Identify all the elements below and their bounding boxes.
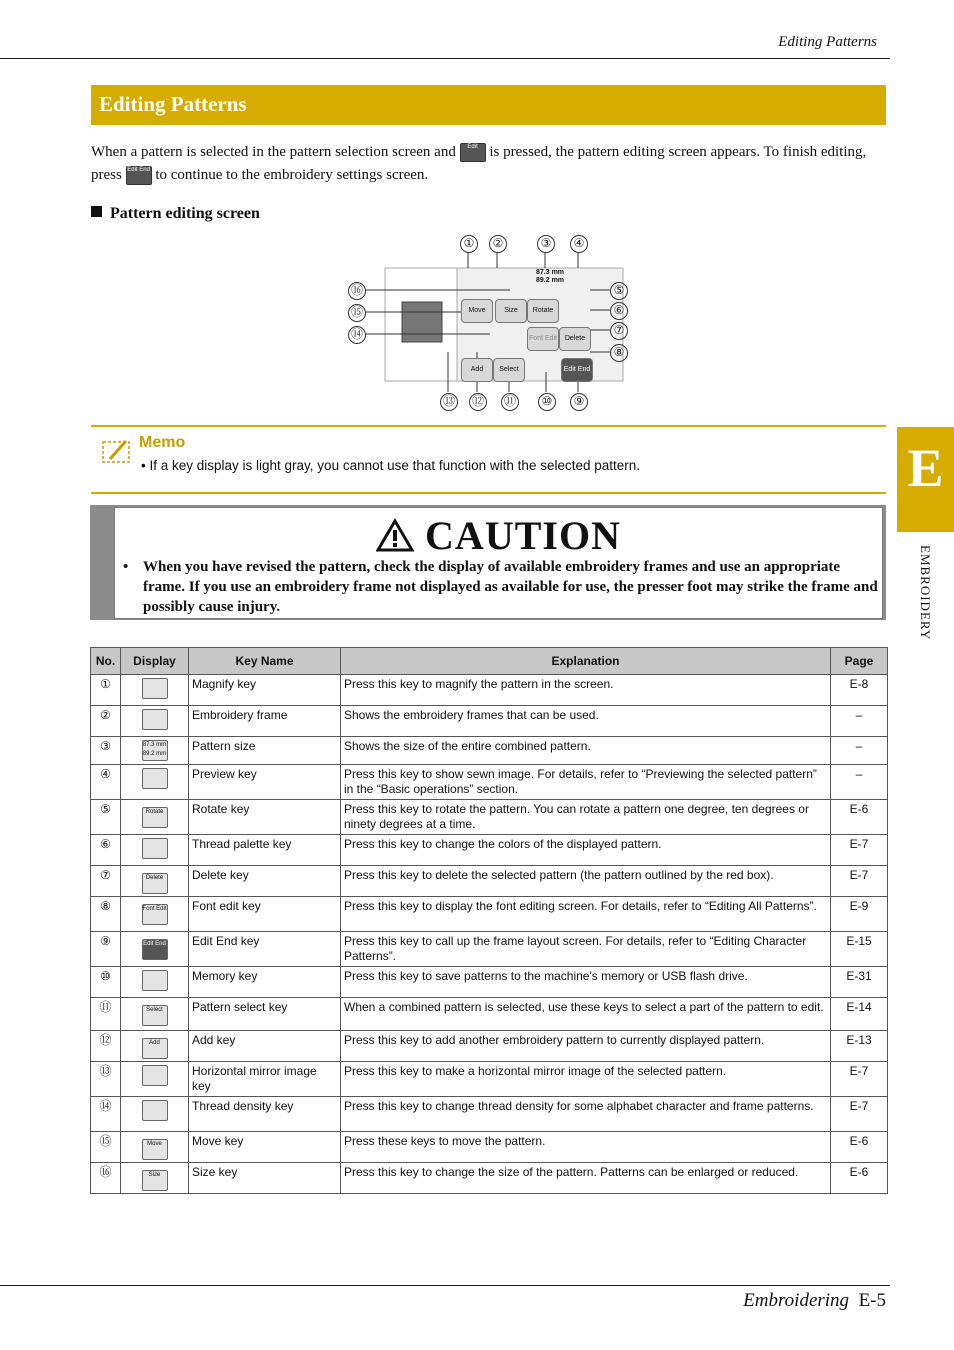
row-page: E-7 bbox=[831, 1062, 888, 1097]
row-key-name: Edit End key bbox=[189, 932, 341, 967]
row-explanation: Press this key to change the colors of the displayed pattern. bbox=[341, 835, 831, 866]
table-row bbox=[91, 737, 888, 765]
table-row bbox=[91, 800, 888, 835]
row-number: ⑧ bbox=[91, 897, 121, 932]
row-explanation: Press this key to delete the selected pattern (the pattern outlined by the red box). bbox=[341, 866, 831, 897]
row-page: E-7 bbox=[831, 835, 888, 866]
running-header: Editing Patterns bbox=[778, 34, 877, 50]
row-display bbox=[121, 998, 189, 1031]
table-row bbox=[91, 866, 888, 897]
row-display bbox=[121, 765, 189, 800]
size-width: 87.3 mm bbox=[536, 269, 565, 276]
table-row bbox=[91, 1031, 888, 1062]
memo-text: If a key display is light gray, you cannot use that function with the selected pattern. bbox=[149, 458, 641, 473]
row-key-name: Rotate key bbox=[189, 800, 341, 835]
font-edit-key: Font Edit bbox=[142, 904, 168, 925]
mirror-icon bbox=[142, 1065, 168, 1086]
warning-triangle-icon bbox=[376, 518, 414, 552]
edit-key-label: Edit bbox=[467, 144, 478, 151]
row-key-name: Add key bbox=[189, 1031, 341, 1062]
intro-text-2: is pressed, the pattern editing screen appears. To finish editing, press bbox=[91, 144, 867, 183]
memo-title: Memo bbox=[139, 434, 186, 451]
diagram-select-key: Select bbox=[493, 358, 525, 382]
edit-key-icon bbox=[460, 143, 486, 162]
frame-icon bbox=[142, 709, 168, 730]
row-key-name: Thread palette key bbox=[189, 835, 341, 866]
caution-title: CAUTION bbox=[425, 513, 621, 558]
table-body bbox=[91, 675, 888, 1194]
caution-bullet: • When you have revised the pattern, check the display of available embroidery frames and use an appropriate frame. If you use an embroidery frame not displayed as available for use, the presser foot may strike the frame and possibly cause injury. bbox=[123, 557, 883, 617]
row-display bbox=[121, 835, 189, 866]
table-row bbox=[91, 765, 888, 800]
table-row bbox=[91, 706, 888, 737]
table-row bbox=[91, 1062, 888, 1097]
row-display bbox=[121, 1163, 189, 1194]
key-table bbox=[90, 647, 888, 1194]
row-explanation: Press this key to add another embroidery pattern to currently displayed pattern. bbox=[341, 1031, 831, 1062]
row-key-name: Font edit key bbox=[189, 897, 341, 932]
row-number: ③ bbox=[91, 737, 121, 765]
edit-end-key: Edit End bbox=[142, 939, 168, 960]
preview-icon bbox=[142, 768, 168, 789]
row-page: E-7 bbox=[831, 1097, 888, 1132]
callout-4: ④ bbox=[570, 235, 588, 253]
diagram-edit-end-key: Edit End bbox=[561, 358, 593, 382]
rotate-key: Rotate bbox=[142, 807, 168, 828]
memory-icon bbox=[142, 970, 168, 991]
header-display: Display bbox=[121, 648, 189, 675]
table-row bbox=[91, 835, 888, 866]
caution-text: When you have revised the pattern, check the display of available embroidery frames and use an appropriate frame. If you use an embroidery frame not displayed as available for use, the presser foot may strike the frame and possibly cause injury. bbox=[143, 559, 878, 615]
section-title-bar bbox=[91, 85, 886, 125]
row-number: ⑩ bbox=[91, 967, 121, 998]
table-row bbox=[91, 897, 888, 932]
caution-panel bbox=[114, 507, 883, 619]
footer-rule bbox=[0, 1285, 890, 1286]
section-title: Editing Patterns bbox=[99, 92, 247, 116]
row-explanation: Press this key to magnify the pattern in the screen. bbox=[341, 675, 831, 706]
diagram-add-key: Add bbox=[461, 358, 493, 382]
row-explanation: Press this key to change thread density for some alphabet character and frame patterns. bbox=[341, 1097, 831, 1132]
row-key-name: Delete key bbox=[189, 866, 341, 897]
row-explanation: Press this key to make a horizontal mirror image of the selected pattern. bbox=[341, 1062, 831, 1097]
row-page: E-13 bbox=[831, 1031, 888, 1062]
move-key: Move bbox=[142, 1139, 168, 1160]
row-explanation: Shows the size of the entire combined pattern. bbox=[341, 737, 831, 765]
row-explanation: Press these keys to move the pattern. bbox=[341, 1132, 831, 1163]
row-key-name: Pattern select key bbox=[189, 998, 341, 1031]
row-number: ④ bbox=[91, 765, 121, 800]
row-page: – bbox=[831, 765, 888, 800]
size-readout: 87.3 mm 89.2 mm bbox=[142, 740, 168, 761]
row-number: ⑭ bbox=[91, 1097, 121, 1132]
header-rule bbox=[0, 58, 890, 59]
row-display bbox=[121, 675, 189, 706]
diagram-delete-key: Delete bbox=[559, 327, 591, 351]
callout-12: ⑫ bbox=[469, 393, 487, 411]
row-number: ② bbox=[91, 706, 121, 737]
callout-3: ③ bbox=[537, 235, 555, 253]
size-key: Size bbox=[142, 1170, 168, 1191]
table-row bbox=[91, 675, 888, 706]
footer-page-number: E-5 bbox=[858, 1290, 886, 1311]
row-page: E-8 bbox=[831, 675, 888, 706]
editing-screen-diagram bbox=[340, 232, 640, 412]
size-height: 89.2 mm bbox=[536, 277, 565, 284]
callout-6: ⑥ bbox=[610, 302, 628, 320]
row-display bbox=[121, 866, 189, 897]
subhead-pattern-editing-screen bbox=[91, 205, 260, 223]
memo-bullet: • If a key display is light gray, you cannot use that function with the selected pattern. bbox=[141, 458, 641, 473]
header-key-name: Key Name bbox=[189, 648, 341, 675]
edit-end-key-icon bbox=[126, 166, 152, 185]
row-page: E-15 bbox=[831, 932, 888, 967]
row-display bbox=[121, 737, 189, 765]
diagram-font-edit-key: Font Edit bbox=[527, 327, 559, 351]
chapter-side-tab bbox=[897, 427, 954, 532]
add-key: Add bbox=[142, 1038, 168, 1059]
row-explanation: Press this key to display the font editing screen. For details, refer to “Editing All Patterns”. bbox=[341, 897, 831, 932]
row-display bbox=[121, 897, 189, 932]
row-display bbox=[121, 1062, 189, 1097]
table-row bbox=[91, 932, 888, 967]
row-number: ⑥ bbox=[91, 835, 121, 866]
memo-pencil-icon bbox=[102, 437, 134, 465]
callout-16: ⑯ bbox=[348, 282, 366, 300]
intro-text-3: to continue to the embroidery settings screen. bbox=[155, 167, 429, 183]
row-page: – bbox=[831, 706, 888, 737]
intro-text-1: When a pattern is selected in the pattern selection screen and bbox=[91, 144, 456, 160]
callout-13: ⑬ bbox=[440, 393, 458, 411]
select-key: Select bbox=[142, 1005, 168, 1026]
row-page: E-6 bbox=[831, 800, 888, 835]
row-explanation: Press this key to rotate the pattern. You can rotate a pattern one degree, ten degrees or ninety degrees at a time. bbox=[341, 800, 831, 835]
edit-end-key-label: Edit End bbox=[127, 167, 150, 174]
table-row bbox=[91, 1132, 888, 1163]
header-no: No. bbox=[91, 648, 121, 675]
row-page: E-9 bbox=[831, 897, 888, 932]
row-number: ⑨ bbox=[91, 932, 121, 967]
row-display bbox=[121, 932, 189, 967]
table-row bbox=[91, 998, 888, 1031]
diagram-move-key: Move bbox=[461, 299, 493, 323]
row-key-name: Horizontal mirror image key bbox=[189, 1062, 341, 1097]
row-page: – bbox=[831, 737, 888, 765]
row-page: E-7 bbox=[831, 866, 888, 897]
row-page: E-6 bbox=[831, 1163, 888, 1194]
header-page: Page bbox=[831, 648, 888, 675]
callout-14: ⑭ bbox=[348, 326, 366, 344]
callout-1: ① bbox=[460, 235, 478, 253]
caution-heading bbox=[115, 512, 882, 559]
row-display bbox=[121, 967, 189, 998]
table-header-row bbox=[91, 648, 888, 675]
row-number: ⑯ bbox=[91, 1163, 121, 1194]
table-row bbox=[91, 1163, 888, 1194]
diagram-size-key: Size bbox=[495, 299, 527, 323]
row-key-name: Pattern size bbox=[189, 737, 341, 765]
row-page: E-31 bbox=[831, 967, 888, 998]
row-explanation: Shows the embroidery frames that can be used. bbox=[341, 706, 831, 737]
table-row bbox=[91, 967, 888, 998]
callout-7: ⑦ bbox=[610, 322, 628, 340]
row-page: E-14 bbox=[831, 998, 888, 1031]
delete-key: Delete bbox=[142, 873, 168, 894]
row-number: ⑫ bbox=[91, 1031, 121, 1062]
thread-density-icon bbox=[142, 1100, 168, 1121]
chapter-letter: E bbox=[907, 438, 944, 498]
row-display bbox=[121, 1031, 189, 1062]
subhead-text: Pattern editing screen bbox=[110, 205, 260, 222]
row-key-name: Memory key bbox=[189, 967, 341, 998]
row-explanation: When a combined pattern is selected, use these keys to select a part of the pattern to edit. bbox=[341, 998, 831, 1031]
footer bbox=[743, 1290, 886, 1312]
header-explanation: Explanation bbox=[341, 648, 831, 675]
callout-2: ② bbox=[489, 235, 507, 253]
callout-5: ⑤ bbox=[610, 282, 628, 300]
row-number: ⑤ bbox=[91, 800, 121, 835]
callout-10: ⑩ bbox=[538, 393, 556, 411]
size-readout bbox=[536, 269, 564, 285]
intro-paragraph bbox=[91, 141, 891, 187]
thread-palette-icon bbox=[142, 838, 168, 859]
row-number: ⑮ bbox=[91, 1132, 121, 1163]
row-display bbox=[121, 1132, 189, 1163]
row-key-name: Move key bbox=[189, 1132, 341, 1163]
row-display bbox=[121, 1097, 189, 1132]
row-key-name: Magnify key bbox=[189, 675, 341, 706]
callout-15: ⑮ bbox=[348, 304, 366, 322]
row-key-name: Embroidery frame bbox=[189, 706, 341, 737]
callout-11: ⑪ bbox=[501, 393, 519, 411]
row-explanation: Press this key to call up the frame layout screen. For details, refer to “Editing Character Patterns”. bbox=[341, 932, 831, 967]
row-explanation: Press this key to save patterns to the machine's memory or USB flash drive. bbox=[341, 967, 831, 998]
row-key-name: Size key bbox=[189, 1163, 341, 1194]
memo-top-rule bbox=[91, 425, 886, 427]
callout-9: ⑨ bbox=[570, 393, 588, 411]
row-number: ① bbox=[91, 675, 121, 706]
row-key-name: Thread density key bbox=[189, 1097, 341, 1132]
footer-chapter: Embroidering bbox=[743, 1290, 850, 1311]
callout-8: ⑧ bbox=[610, 344, 628, 362]
row-display bbox=[121, 706, 189, 737]
square-bullet-icon bbox=[91, 206, 102, 217]
row-key-name: Preview key bbox=[189, 765, 341, 800]
caution-box bbox=[90, 505, 886, 620]
row-number: ⑬ bbox=[91, 1062, 121, 1097]
row-explanation: Press this key to show sewn image. For details, refer to “Previewing the selected pattern” in the “Basic operations” section. bbox=[341, 765, 831, 800]
table-row bbox=[91, 1097, 888, 1132]
memo-bottom-rule bbox=[91, 492, 886, 494]
row-display bbox=[121, 800, 189, 835]
row-explanation: Press this key to change the size of the pattern. Patterns can be enlarged or reduced. bbox=[341, 1163, 831, 1194]
row-number: ⑪ bbox=[91, 998, 121, 1031]
diagram-rotate-key: Rotate bbox=[527, 299, 559, 323]
row-number: ⑦ bbox=[91, 866, 121, 897]
row-page: E-6 bbox=[831, 1132, 888, 1163]
chapter-side-label: EMBROIDERY bbox=[918, 545, 933, 641]
magnify-icon bbox=[142, 678, 168, 699]
